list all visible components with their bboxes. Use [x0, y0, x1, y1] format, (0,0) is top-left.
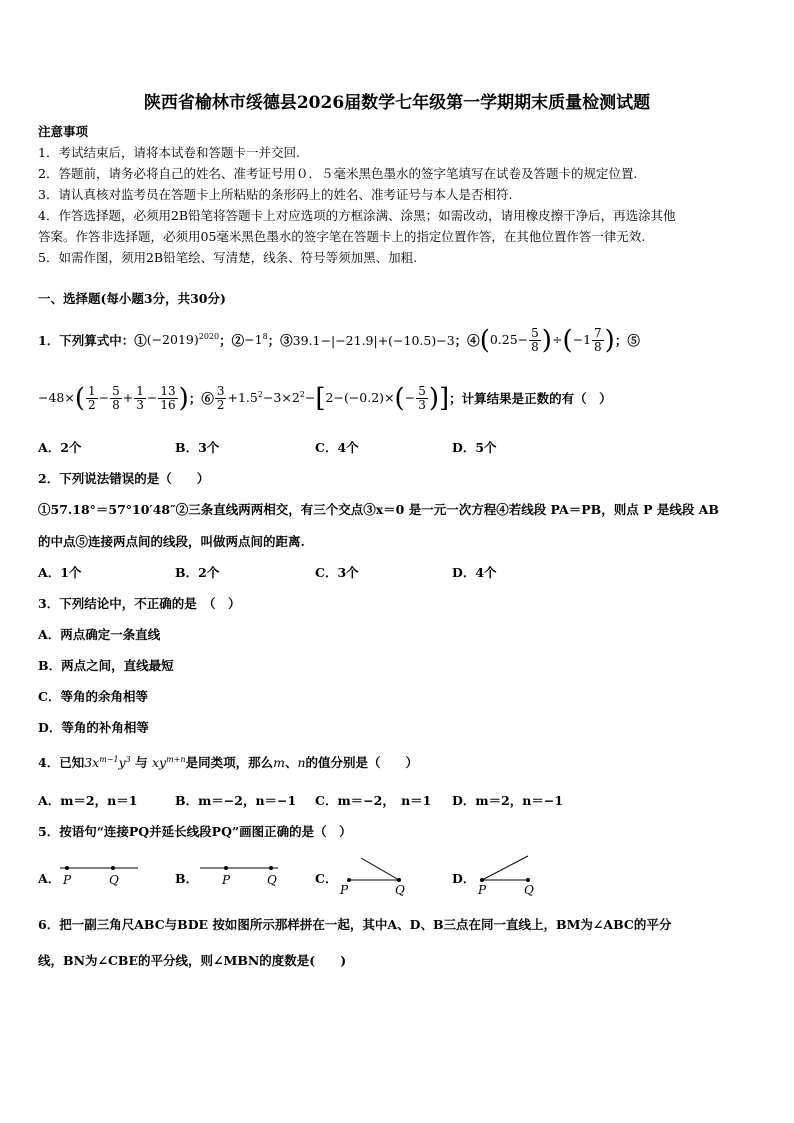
question-4-stem: 4．已知$3x^{m-1}y^3$ 与 $xy^{m+n}$是同类项，那么m、n的值分别是（ ）: [38, 754, 419, 770]
q5-option-a-label: A．: [38, 871, 61, 886]
note-item: 4．作答选择题，必须用2B铅笔将答题卡上对应选项的方框涂满、涂黑；如需改动，请用橡皮擦干净后，再选涂其他: [38, 208, 676, 223]
svg-text:Q: Q: [109, 873, 119, 887]
q1-option-d: D．5个: [452, 440, 497, 455]
q4-option-b: B．m＝−2，n＝−1: [175, 793, 297, 808]
note-item: 2．答题前，请务必将自己的姓名、准考证号用０．５毫米黑色墨水的签字笔填写在试卷及答题卡的规定位置.: [38, 166, 638, 181]
question-1-line1: 1．下列算式中：① $(-2019)^{2020}$ ；② $-1^8$ ；③ 39.1−|−21.9|+(−10.5)−3 ；④ (0.25− $\frac{5}{8}$ )÷(−1 $\frac{7}{8}$ ) ；⑤: [38, 325, 640, 355]
q2-option-c: C．3个: [315, 565, 359, 580]
svg-text:P: P: [63, 873, 72, 887]
page-title: 陕西省榆林市绥德县2026届数学七年级第一学期期末质量检测试题: [143, 93, 651, 113]
q4-option-d: D．m＝2，n＝−1: [452, 793, 564, 808]
expr-3: 39.1−|−21.9|+(−10.5)−3: [292, 332, 455, 348]
svg-text:P: P: [222, 873, 231, 887]
expr-4: (0.25− $\frac{5}{8}$ )÷(−1 $\frac{7}{8}$ ): [479, 325, 615, 355]
q5-option-d-label: D．: [452, 871, 476, 886]
q1-option-b: B．3个: [175, 440, 220, 455]
expr-2: $-1^8$: [244, 332, 268, 348]
notes-heading: 注意事项: [38, 124, 89, 139]
question-5-stem: 5．按语句“连接PQ并延长线段PQ”画图正确的是（ ）: [38, 824, 352, 839]
expr-6: $\frac{3}{2}$ $+1.5^2-3\times 2^2-[2-(-0.2)\times(-$ $\frac{5}{3}$ )]: [216, 383, 450, 413]
question-2-line2: 的中点⑤连接两点间的线段，叫做两点间的距离.: [38, 534, 305, 549]
q4-option-c: C．m＝−2， n＝1: [315, 793, 432, 808]
q3-option-b: B．两点之间，直线最短: [38, 658, 174, 673]
question-3-stem: 3．下列结论中，不正确的是 （ ）: [38, 596, 241, 611]
note-item: 3．请认真核对监考员在答题卡上所粘贴的条形码上的姓名、准考证号与本人是否相符.: [38, 187, 513, 202]
q3-option-c: C．等角的余角相等: [38, 689, 148, 704]
q2-option-d: D．4个: [452, 565, 497, 580]
section-heading: 一、选择题(每小题3分，共30分): [38, 291, 226, 306]
q3-option-a: A．两点确定一条直线: [38, 627, 161, 642]
svg-text:Q: Q: [524, 883, 534, 897]
question-1-line2: −48×( $\frac{1}{2}$ − $\frac{5}{8}$ + $\frac{1}{3}$ − $\frac{13}{16}$ ) ；⑥ $\frac{3}{2}$ $+1.5^2-3\times 2^2-[2-(-0.2)\times(-$ $\frac{5}{3}$ )] ；计算结果是正数的有（ ）: [38, 383, 612, 413]
note-item: 1．考试结束后，请将本试卷和答题卡一并交回.: [38, 145, 300, 160]
q5-figure-d: [472, 852, 552, 898]
svg-text:P: P: [340, 883, 349, 897]
q2-option-b: B．2个: [175, 565, 220, 580]
svg-text:P: P: [478, 883, 487, 897]
expr-1: $(-2019)^{2020}$: [146, 332, 220, 348]
q2-option-a: A．1个: [38, 565, 82, 580]
question-2-line1: ①57.18°＝57°10′48″②三条直线两两相交，有三个交点③x＝0 是一元一次方程④若线段 PA＝PB，则点 P 是线段 AB: [38, 502, 719, 517]
note-item: 5．如需作图，须用2B铅笔绘、写清楚，线条、符号等须加黑、加粗.: [38, 250, 418, 265]
svg-text:Q: Q: [395, 883, 405, 897]
svg-text:Q: Q: [267, 873, 277, 887]
expr-5: −48×( $\frac{1}{2}$ − $\frac{5}{8}$ + $\frac{1}{3}$ − $\frac{13}{16}$ ): [38, 383, 189, 413]
q5-figure-c: [335, 852, 415, 898]
q5-figure-b: [198, 856, 288, 892]
q4-option-a: A．m＝2，n＝1: [38, 793, 138, 808]
q5-option-b-label: B．: [175, 871, 199, 886]
q1-option-c: C．4个: [315, 440, 359, 455]
note-item: 答案。作答非选择题，必须用05毫米黑色墨水的签字笔在答题卡上的指定位置作答，在其他位置作答一律无效.: [38, 229, 646, 244]
q3-option-d: D．等角的补角相等: [38, 720, 149, 735]
question-6-line1: 6．把一副三角尺ABC与BDE 按如图所示那样拼在一起，其中A、D、B三点在同一直线上，BM为∠ABC的平分: [38, 917, 672, 932]
q5-option-c-label: C．: [315, 871, 338, 886]
q1-option-a: A．2个: [38, 440, 82, 455]
question-6-line2: 线，BN为∠CBE的平分线，则∠MBN的度数是( ): [38, 953, 347, 968]
q5-figure-a: [58, 856, 148, 892]
question-2-stem: 2．下列说法错误的是（ ）: [38, 471, 210, 486]
